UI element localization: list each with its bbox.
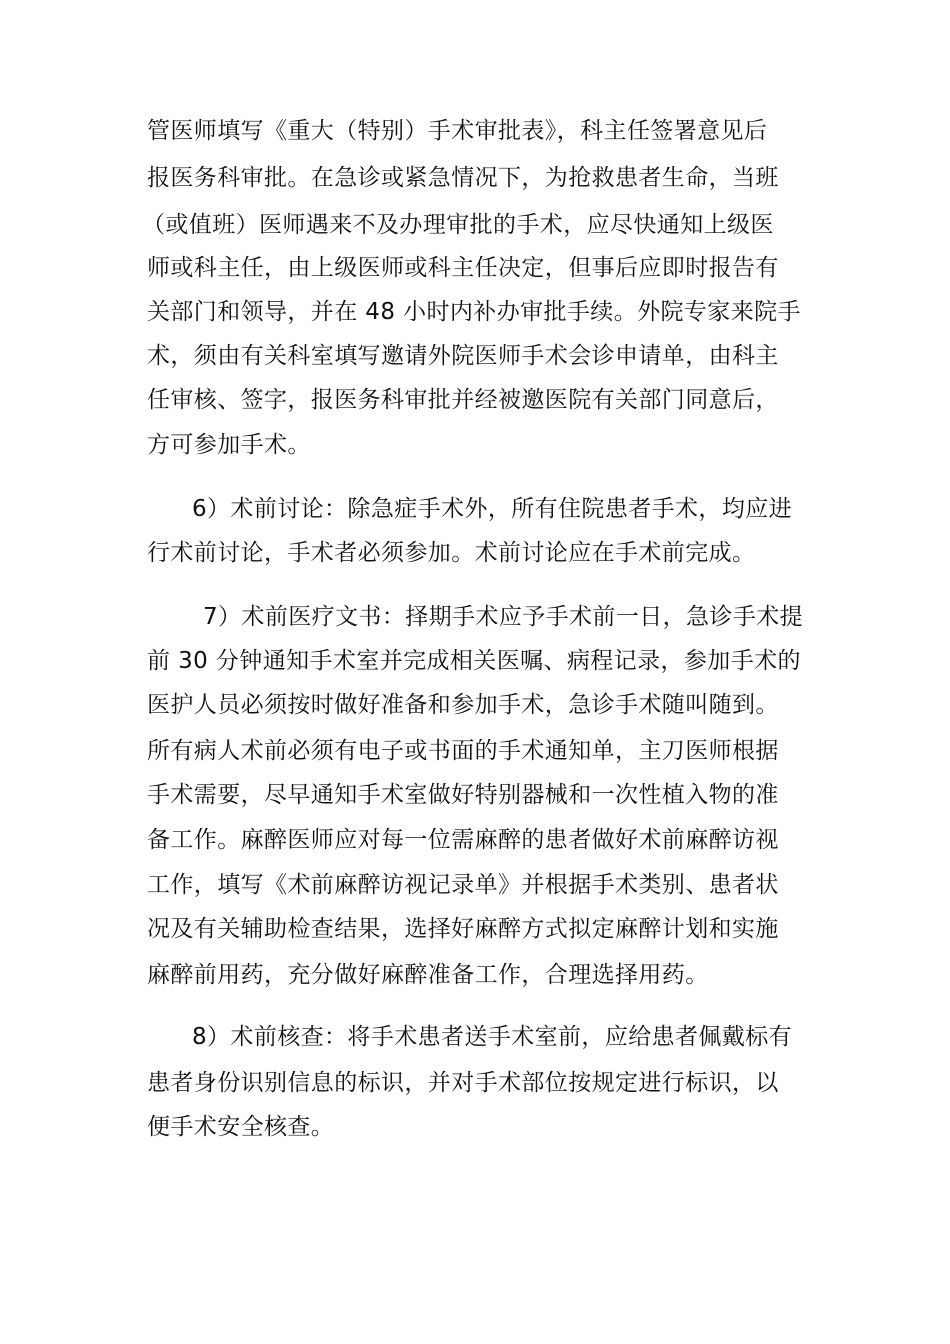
- text-line: 7）术前医疗文书：择期手术应予手术前一日，急诊手术提: [203, 604, 804, 630]
- text-line: 所有病人术前必须有电子或书面的手术通知单，主刀医师根据: [147, 738, 779, 764]
- text-line: 况及有关辅助检查结果，选择好麻醉方式拟定麻醉计划和实施: [147, 916, 779, 942]
- text-line: 患者身份识别信息的标识，并对手术部位按规定进行标识，以: [147, 1070, 779, 1096]
- text-line: 管医师填写《重大（特别）手术审批表》，科主任签署意见后: [147, 118, 768, 144]
- text-line: 8）术前核查：将手术患者送手术室前，应给患者佩戴标有: [192, 1024, 793, 1050]
- text-line: 师或科主任，由上级医师或科主任决定，但事后应即时报告有: [147, 255, 779, 281]
- text-line: 行术前讨论，手术者必须参加。术前讨论应在手术前完成。: [147, 540, 756, 566]
- text-line: 6）术前讨论：除急症手术外，所有住院患者手术，均应进: [192, 496, 793, 522]
- text-line: 手术需要，尽早通知手术室做好特别器械和一次性植入物的准: [147, 782, 779, 808]
- text-line: 备工作。麻醉医师应对每一位需麻醉的患者做好术前麻醉访视: [147, 827, 779, 853]
- text-line: 工作，填写《术前麻醉访视记录单》并根据手术类别、患者状: [147, 872, 779, 898]
- text-line: 任审核、签字，报医务科审批并经被邀医院有关部门同意后，: [147, 387, 779, 413]
- text-line: 便手术安全核查。: [147, 1114, 335, 1140]
- text-line: 术，须由有关科室填写邀请外院医师手术会诊申请单，由科主: [147, 343, 779, 369]
- text-line: （或值班）医师遇来不及办理审批的手术，应尽快通知上级医: [142, 212, 774, 238]
- text-line: 报医务科审批。在急诊或紧急情况下，为抢救患者生命，当班: [147, 165, 779, 191]
- text-line: 关部门和领导，并在 48 小时内补办审批手续。外院专家来院手: [147, 299, 801, 325]
- text-line: 前 30 分钟通知手术室并完成相关医嘱、病程记录，参加手术的: [147, 648, 801, 674]
- text-line: 方可参加手术。: [147, 432, 311, 458]
- text-line: 麻醉前用药，充分做好麻醉准备工作，合理选择用药。: [147, 962, 709, 988]
- text-line: 医护人员必须按时做好准备和参加手术，急诊手术随叫随到。: [147, 692, 779, 718]
